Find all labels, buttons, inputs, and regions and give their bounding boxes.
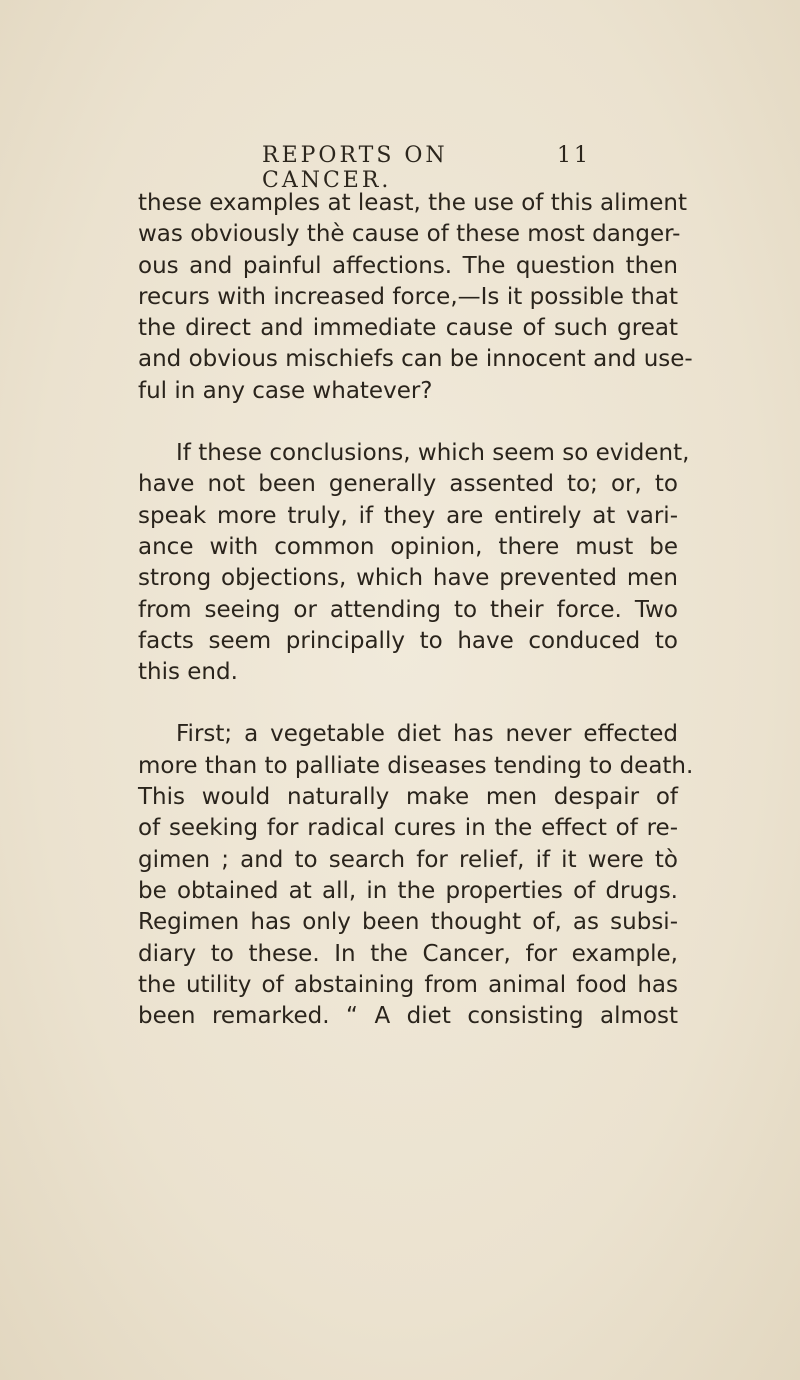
running-title: REPORTS ON CANCER. bbox=[262, 143, 448, 193]
text-line: speak more truly, if they are entirely at vari- bbox=[138, 502, 678, 529]
text-line: from seeing or attending to their force. Two bbox=[138, 596, 678, 623]
text-line: the direct and immediate cause of such great bbox=[138, 315, 678, 342]
text-line: If these conclusions, which seem so evident, bbox=[176, 440, 690, 467]
text-line: this end. bbox=[138, 659, 238, 686]
text-line: ance with common opinion, there must be bbox=[138, 533, 678, 560]
text-line: more than to palliate diseases tending to death. bbox=[138, 752, 694, 779]
text-line: the utility of abstaining from animal food has bbox=[138, 971, 678, 998]
text-line: ous and painful affections. The question then bbox=[138, 252, 678, 279]
text-line: these examples at least, the use of this aliment bbox=[138, 190, 688, 216]
text-line: of seeking for radical cures in the effect of re- bbox=[138, 815, 678, 842]
text-line: gimen ; and to search for relief, if it were tò bbox=[138, 846, 678, 873]
body-text bbox=[138, 188, 694, 1063]
text-line: First; a vegetable diet has never effected bbox=[176, 721, 678, 748]
text-line: was obviously thè cause of these most danger- bbox=[138, 221, 681, 248]
text-line: diary to these. In the Cancer, for example, bbox=[138, 940, 678, 967]
text-line: been remarked. “ A diet consisting almost bbox=[138, 1003, 678, 1030]
text-line: ful in any case whatever? bbox=[138, 377, 433, 404]
text-line: recurs with increased force,—Is it possible that bbox=[138, 283, 678, 310]
text-line: Regimen has only been thought of, as subsi- bbox=[138, 909, 678, 936]
text-line: strong objections, which have prevented men bbox=[138, 565, 678, 592]
page-number: 11 bbox=[557, 143, 591, 168]
text-line: have not been generally assented to; or, to bbox=[138, 471, 678, 498]
text-line: This would naturally make men despair of bbox=[138, 784, 678, 811]
paragraph-1 bbox=[138, 188, 693, 407]
text-line: be obtained at all, in the properties of drugs. bbox=[138, 877, 678, 904]
paragraph-3 bbox=[138, 719, 694, 1032]
text-line: and obvious mischiefs can be innocent and use- bbox=[138, 346, 693, 373]
text-line: facts seem principally to have conduced to bbox=[138, 627, 678, 654]
paragraph-2 bbox=[138, 438, 690, 688]
